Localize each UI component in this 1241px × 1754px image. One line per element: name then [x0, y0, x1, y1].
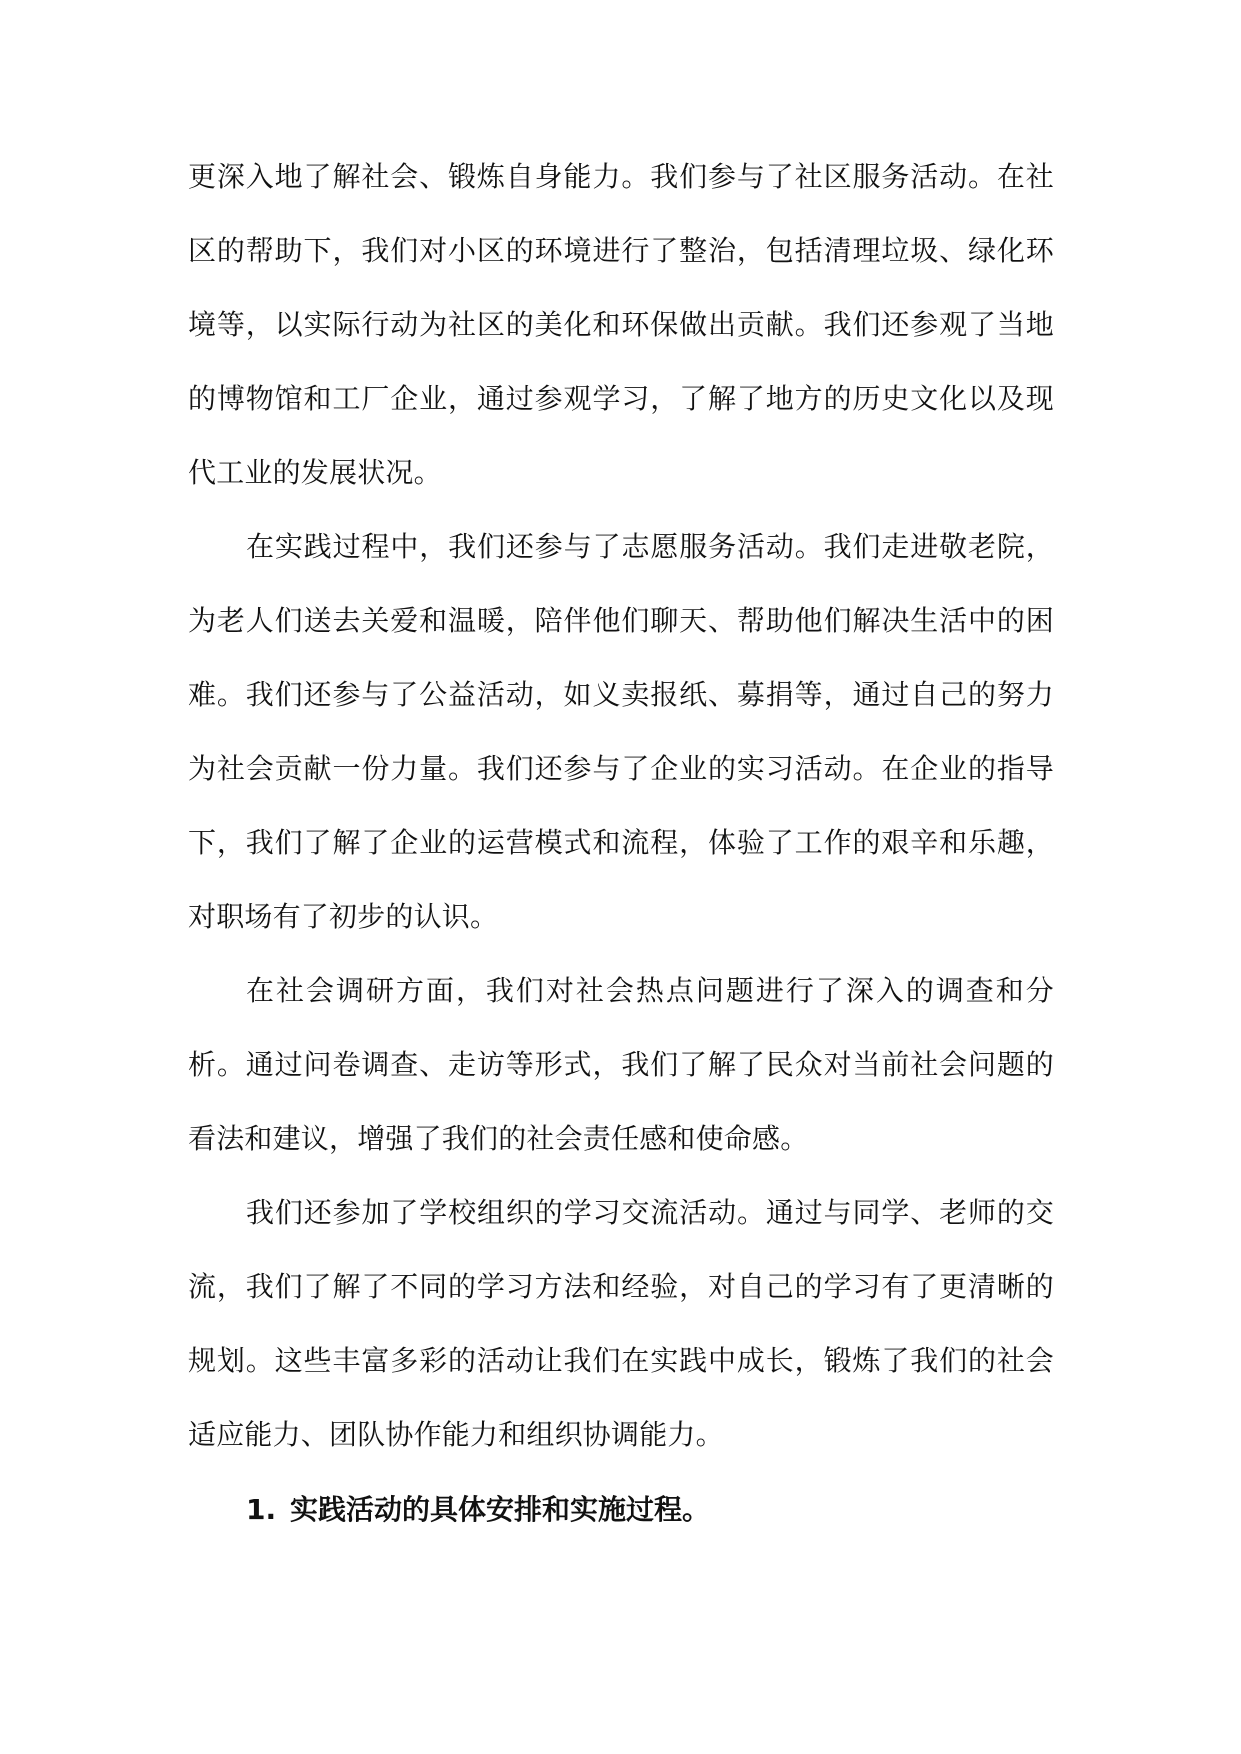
paragraph-3: 在社会调研方面，我们对社会热点问题进行了深入的调查和分析。通过问卷调查、走访等形式，我们了解了民众对当前社会问题的看法和建议，增强了我们的社会责任感和使命感。	[188, 974, 1054, 1155]
section-heading-number: 1.	[246, 1493, 277, 1526]
paragraph-1: 更深入地了解社会、锻炼自身能力。我们参与了社区服务活动。在社区的帮助下，我们对小区的环境进行了整治，包括清理垃圾、绿化环境等，以实际行动为社区的美化和环保做出贡献。我们还参观了当地的博物馆和工厂企业，通过参观学习，了解了地方的历史文化以及现代工业的发展状况。	[188, 160, 1054, 489]
document-body	[188, 140, 1054, 1472]
paragraph-4: 我们还参加了学校组织的学习交流活动。通过与同学、老师的交流，我们了解了不同的学习方法和经验，对自己的学习有了更清晰的规划。这些丰富多彩的活动让我们在实践中成长，锻炼了我们的社会适应能力、团队协作能力和组织协调能力。	[188, 1196, 1054, 1451]
section-heading	[246, 1490, 710, 1530]
section-heading-text: 实践活动的具体安排和实施过程。	[290, 1493, 711, 1526]
paragraph-2: 在实践过程中，我们还参与了志愿服务活动。我们走进敬老院，为老人们送去关爱和温暖，陪伴他们聊天、帮助他们解决生活中的困难。我们还参与了公益活动，如义卖报纸、募捐等，通过自己的努力为社会贡献一份力量。我们还参与了企业的实习活动。在企业的指导下，我们了解了企业的运营模式和流程，体验了工作的艰辛和乐趣，对职场有了初步的认识。	[188, 530, 1054, 933]
